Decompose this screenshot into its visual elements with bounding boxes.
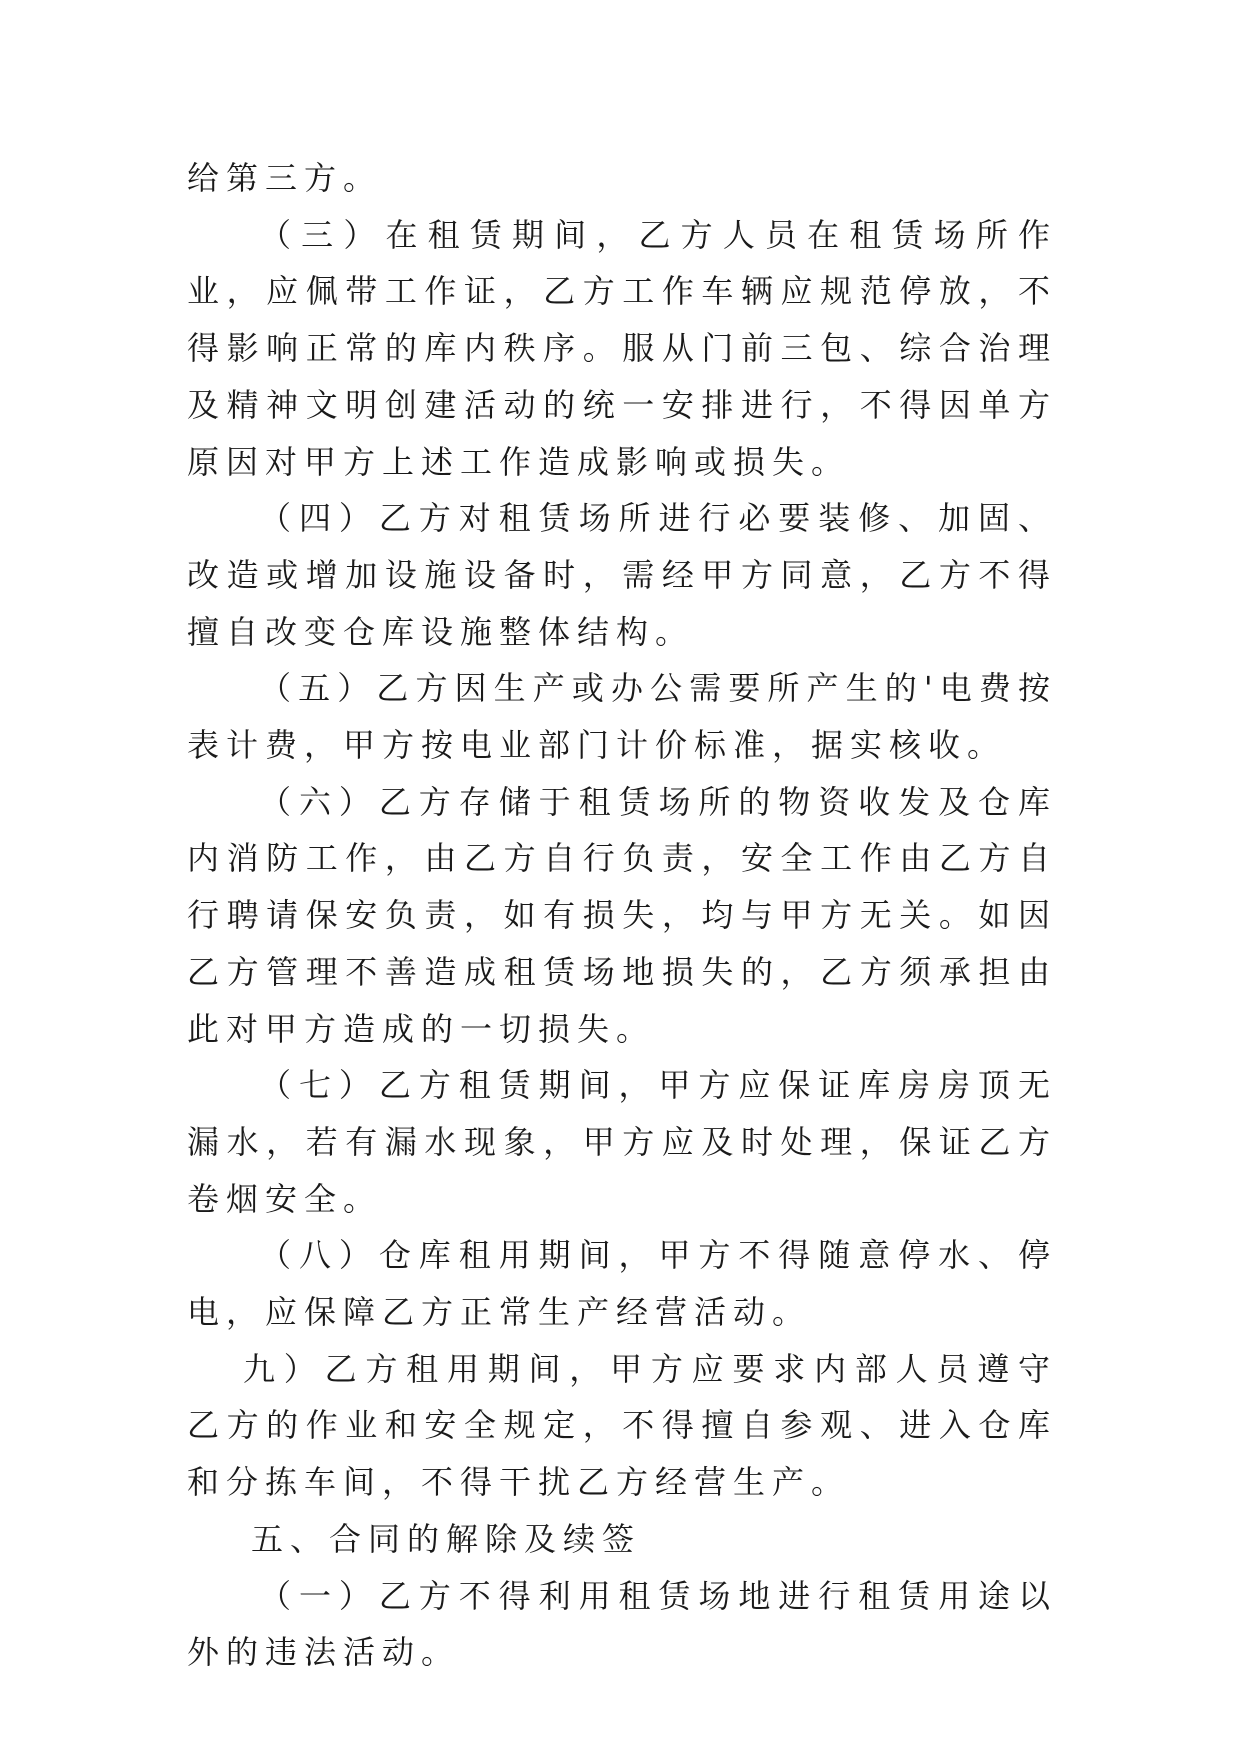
paragraph-clause-9: 九）乙方租用期间，甲方应要求内部人员遵守乙方的作业和安全规定，不得擅自参观、进入仓库和分拣车间，不得干扰乙方经营生产。 xyxy=(187,1349,1057,1502)
paragraph-clause-3: （三）在租赁期间，乙方人员在租赁场所作业，应佩带工作证，乙方工作车辆应规范停放，不得影响正常的库内秩序。服从门前三包、综合治理及精神文明创建活动的统一安排进行，不得因单方原因对甲方上述工作造成影响或损失。 xyxy=(187,215,1057,481)
document-body xyxy=(187,150,1057,1681)
paragraph-clause-8: （八）仓库租用期间，甲方不得随意停水、停电，应保障乙方正常生产经营活动。 xyxy=(187,1236,1057,1332)
paragraph-clause-6: （六）乙方存储于租赁场所的物资收发及仓库内消防工作，由乙方自行负责，安全工作由乙方自行聘请保安负责，如有损失，均与甲方无关。如因乙方管理不善造成租赁场地损失的，乙方须承担由此对甲方造成的一切损失。 xyxy=(187,782,1057,1048)
paragraph-continuation: 给第三方。 xyxy=(187,159,383,197)
paragraph-section-5-clause-1: （一）乙方不得利用租赁场地进行租赁用途以外的违法活动。 xyxy=(187,1576,1057,1672)
section-heading-5: 五、合同的解除及续签 xyxy=(251,1519,642,1558)
paragraph-clause-4: （四）乙方对租赁场所进行必要装修、加固、改造或增加设施设备时，需经甲方同意，乙方不得擅自改变仓库设施整体结构。 xyxy=(187,499,1057,651)
paragraph-clause-5: （五）乙方因生产或办公需要所产生的'电费按表计费，甲方按电业部门计价标准，据实核收。 xyxy=(187,669,1057,765)
paragraph-clause-7: （七）乙方租赁期间，甲方应保证库房房顶无漏水，若有漏水现象，甲方应及时处理，保证乙方卷烟安全。 xyxy=(187,1066,1057,1218)
